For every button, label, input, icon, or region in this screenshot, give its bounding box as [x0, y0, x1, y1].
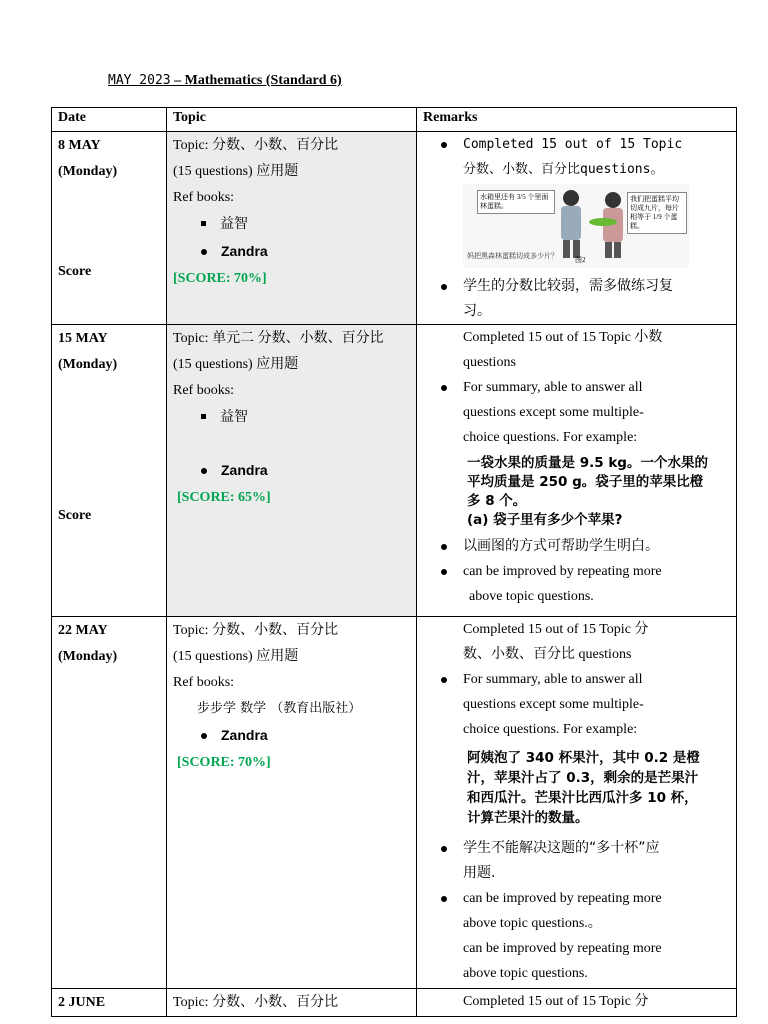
- remarks-cell: [417, 617, 737, 989]
- topic-line: (15 questions) 应用题: [173, 164, 299, 179]
- day: (Monday): [58, 649, 118, 664]
- header-date: Date: [52, 108, 167, 132]
- remark-item: 以画图的方式可帮助学生明白。: [463, 534, 730, 559]
- remark-line: choice questions. For example:: [463, 722, 638, 737]
- table-row: [52, 132, 737, 325]
- bullet-icon: [201, 468, 207, 474]
- ref-book: Zandra: [173, 238, 410, 266]
- remark-line: above topic questions.。: [463, 916, 602, 931]
- bullet-icon: [441, 544, 447, 550]
- ref-book: 步步学 数学 （教育出版社）: [197, 701, 362, 716]
- page-title: [108, 73, 342, 89]
- bullet-icon: [441, 846, 447, 852]
- topic-line: Topic: 单元二 分数、小数、百分比: [173, 331, 384, 346]
- bullet-icon: [441, 569, 447, 575]
- example-problem: 平均质量是 250 g。袋子里的苹果比橙: [467, 474, 704, 490]
- figure-label: 图2: [575, 256, 586, 264]
- example-problem: 多 8 个。: [467, 493, 527, 509]
- ref-book: 益智: [173, 211, 410, 238]
- ref-label: Ref books:: [173, 190, 235, 205]
- ref-book: Zandra: [173, 457, 410, 485]
- score-value: [SCORE: 70%]: [177, 755, 271, 770]
- bullet-icon: [441, 896, 447, 902]
- remark-item: For summary, able to answer all: [463, 667, 730, 692]
- score-label: Score: [58, 264, 92, 279]
- bullet-icon: [441, 142, 447, 148]
- topic-line: Topic: 分数、小数、百分比: [173, 995, 339, 1010]
- date-cell: [52, 989, 167, 1017]
- bullet-icon: [441, 284, 447, 290]
- remark-line: questions except some multiple-: [463, 405, 644, 420]
- header-remarks: Remarks: [417, 108, 737, 132]
- bullet-icon: [441, 677, 447, 683]
- remark-line: can be improved by repeating more: [463, 941, 662, 956]
- title-month: MAY 2023: [108, 73, 171, 88]
- topic-cell: [167, 325, 417, 617]
- topic-line: (15 questions) 应用题: [173, 357, 299, 372]
- topic-line: Topic: 分数、小数、百分比: [173, 623, 339, 638]
- example-problem: 计算芒果汁的数量。: [467, 810, 589, 826]
- remark-line: questions: [463, 355, 516, 370]
- remark-line: Completed 15 out of 15 Topic 分: [463, 622, 649, 637]
- remark-item: can be improved by repeating more: [463, 886, 730, 911]
- bullet-icon: [201, 249, 207, 255]
- topic-cell: [167, 989, 417, 1017]
- example-problem: 一袋水果的质量是 9.5 kg。一个水果的: [467, 455, 708, 471]
- ref-label: Ref books:: [173, 383, 235, 398]
- date-cell: [52, 132, 167, 325]
- remark-line: 分数、小数、百分比questions。: [463, 162, 664, 177]
- topic-cell: [167, 132, 417, 325]
- example-problem: 和西瓜汁。芒果汁比西瓜汁多 10 杯，: [467, 790, 698, 806]
- square-bullet-icon: [201, 221, 206, 226]
- remark-line: Completed 15 out of 15 Topic 分: [463, 994, 649, 1009]
- table-row: [52, 325, 737, 617]
- table-header-row: [52, 108, 737, 132]
- topic-line: (15 questions) 应用题: [173, 649, 299, 664]
- remark-item: can be improved by repeating more: [463, 559, 730, 584]
- remark-line: 用题.: [463, 865, 496, 881]
- date: 15 MAY: [58, 331, 108, 346]
- date-cell: [52, 325, 167, 617]
- bullet-icon: [201, 733, 207, 739]
- remarks-cell: [417, 325, 737, 617]
- remark-item: 学生的分数比较弱，需多做练习复: [463, 274, 730, 299]
- remark-line: Completed 15 out of 15 Topic 小数: [463, 330, 663, 345]
- ref-book: 益智: [173, 404, 410, 431]
- table-row: [52, 989, 737, 1017]
- score-value: [SCORE: 65%]: [177, 490, 271, 505]
- remark-line: above topic questions.: [463, 966, 588, 981]
- ref-label: Ref books:: [173, 675, 235, 690]
- remarks-cell: [417, 132, 737, 325]
- remark-item: For summary, able to answer all: [463, 375, 730, 400]
- date: 22 MAY: [58, 623, 108, 638]
- remark-item: Completed 15 out of 15 Topic: [463, 132, 730, 157]
- header-topic: Topic: [167, 108, 417, 132]
- score-value: [SCORE: 70%]: [173, 271, 267, 286]
- square-bullet-icon: [201, 414, 206, 419]
- remark-line: 数、小数、百分比 questions: [463, 647, 632, 662]
- remark-line: choice questions. For example:: [463, 430, 638, 445]
- example-problem: 阿姨泡了 340 杯果汁，其中 0.2 是橙: [467, 750, 700, 766]
- remarks-cell: [417, 989, 737, 1017]
- remark-item: 学生不能解决这题的“多十杯”应: [463, 836, 730, 861]
- ref-book: Zandra: [173, 722, 410, 750]
- table-row: [52, 617, 737, 989]
- date: 2 JUNE: [58, 995, 106, 1010]
- date: 8 MAY: [58, 138, 101, 153]
- illustration-caption: 妈把黑森林蛋糕切成多少片？: [467, 252, 558, 260]
- example-problem: (a) 袋子里有多少个苹果?: [467, 512, 623, 528]
- date-cell: [52, 617, 167, 989]
- remark-line: above topic questions.: [469, 589, 594, 604]
- day: (Monday): [58, 357, 118, 372]
- topic-line: Topic: 分数、小数、百分比: [173, 138, 339, 153]
- topic-cell: [167, 617, 417, 989]
- illustration-image: [463, 184, 689, 268]
- speech-bubble: 水箱里还有 3/5 个里面林蛋糕。: [477, 190, 555, 214]
- title-rest: – Mathematics (Standard 6): [170, 73, 342, 88]
- example-problem: 汁，苹果汁占了 0.3，剩余的是芒果汁: [467, 770, 699, 786]
- remark-line: questions except some multiple-: [463, 697, 644, 712]
- remark-line: 习。: [463, 303, 491, 319]
- day: (Monday): [58, 164, 118, 179]
- speech-bubble: 我们把蛋糕平均切成九片，每片相等于 1/9 个蛋糕。: [627, 192, 687, 234]
- score-label: Score: [58, 508, 92, 523]
- bullet-icon: [441, 385, 447, 391]
- schedule-table: [51, 107, 737, 1017]
